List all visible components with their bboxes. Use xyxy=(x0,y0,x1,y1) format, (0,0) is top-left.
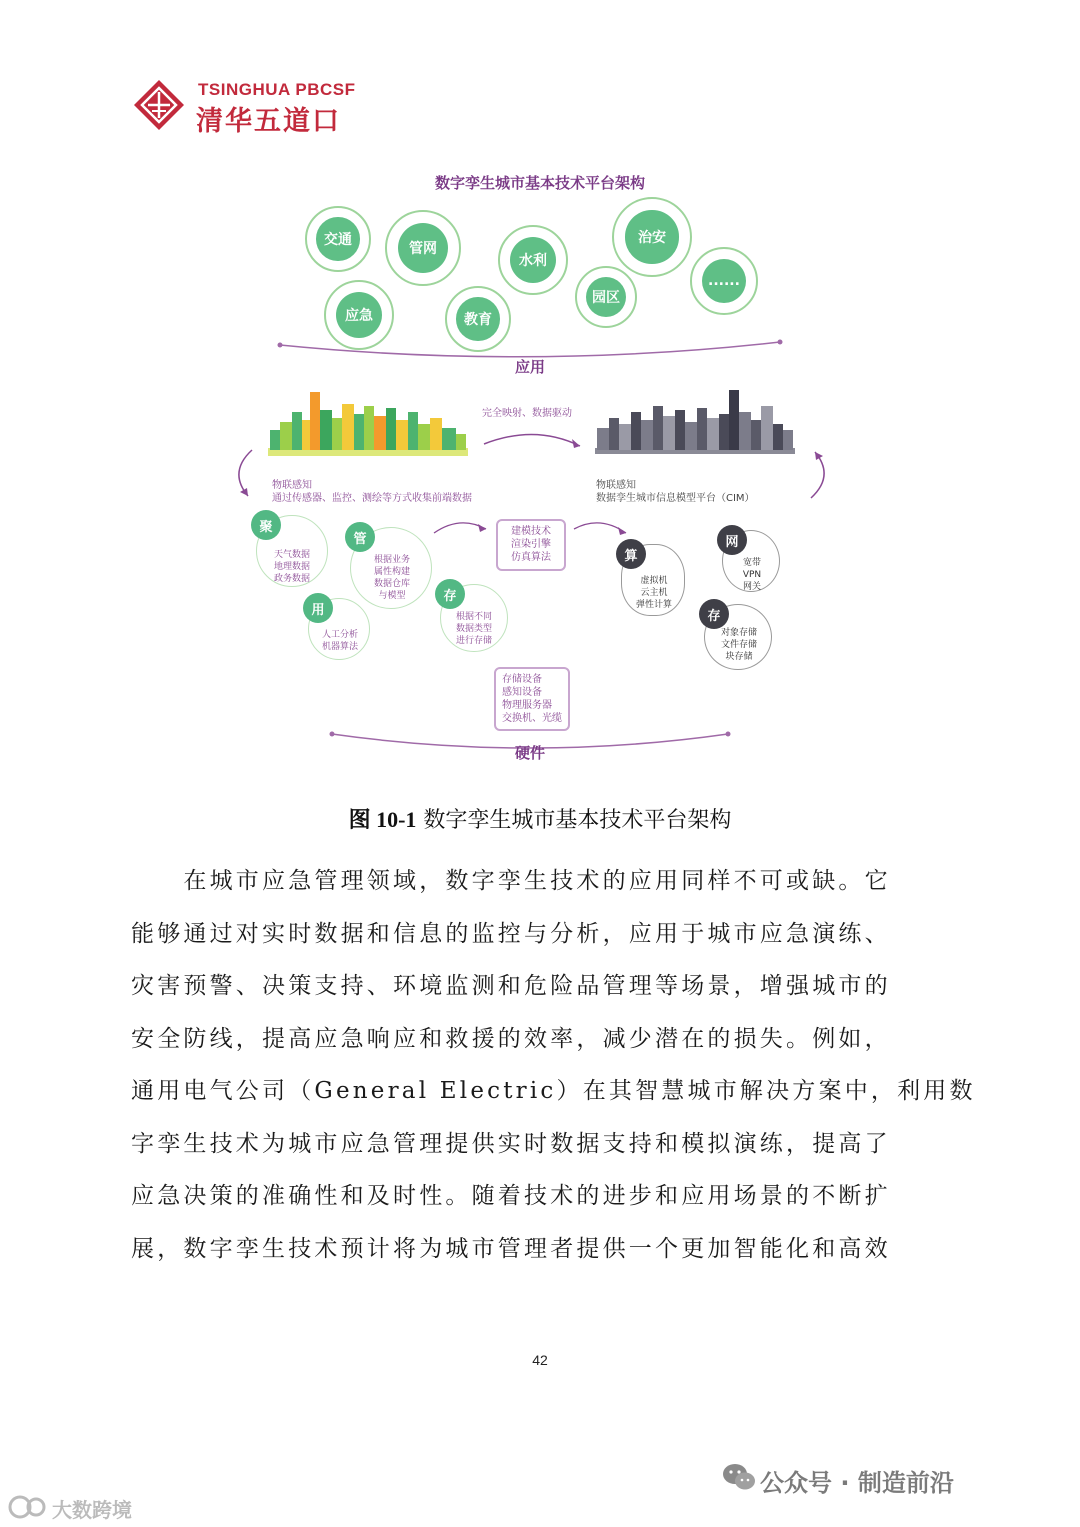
paragraph-line: 能够通过对实时数据和信息的监控与分析，应用于城市应急演练、 xyxy=(131,920,891,947)
node-network xyxy=(722,530,780,592)
app-bubble-label: 园区 xyxy=(586,277,627,318)
box-line: 渲染引擎 xyxy=(511,539,551,550)
node-manage-body xyxy=(359,554,425,602)
digital-city-illustration xyxy=(595,388,795,458)
node-storage-body xyxy=(709,627,769,663)
right-caption-title: 物联感知 xyxy=(596,480,636,491)
box-line: 感知设备 xyxy=(502,687,542,698)
paragraph-line: 展，数字孪生技术预计将为城市管理者提供一个更加智能化和高效 xyxy=(131,1235,891,1262)
node-line: 数据类型 xyxy=(455,624,492,634)
left-caption-title: 物联感知 xyxy=(272,480,312,491)
paragraph-line: 在城市应急管理领域，数字孪生技术的应用同样不可或缺。它 xyxy=(131,868,891,894)
node-line: 网关 xyxy=(742,582,761,592)
app-bubble xyxy=(690,247,758,315)
app-bubble xyxy=(305,206,371,272)
figure-caption-text: 数字孪生城市基本技术平台架构 xyxy=(416,808,732,833)
figure-number: 图 10-1 xyxy=(348,807,417,832)
node-line: 与模型 xyxy=(378,591,406,601)
node-compute-body xyxy=(626,575,682,611)
node-storage-head: 存 xyxy=(699,599,729,629)
app-bubble xyxy=(612,197,692,277)
node-line: 块存储 xyxy=(725,652,753,662)
app-bubble xyxy=(498,225,568,295)
node-line: 政务数据 xyxy=(273,574,310,584)
app-bubble-label: 水利 xyxy=(510,237,556,283)
arrow-to-center-icon xyxy=(430,515,492,539)
paragraph-line: 字孪生技术为城市应急管理提供实时数据支持和模拟演练，提高了 xyxy=(131,1130,891,1157)
node-store-head: 存 xyxy=(435,579,465,609)
left-caption-text: 通过传感器、监控、测绘等方式收集前端数据 xyxy=(272,493,472,504)
figure-caption xyxy=(0,803,1080,834)
mapping-arrow-icon xyxy=(480,424,590,454)
node-line: 根据业务 xyxy=(373,555,410,565)
application-label: 应用 xyxy=(514,358,545,376)
node-line: 宽带 xyxy=(742,558,761,568)
node-line: 云主机 xyxy=(640,588,668,598)
node-manage xyxy=(350,527,432,609)
diagram-title: 数字孪生城市基本技术平台架构 xyxy=(434,174,645,192)
node-store-body xyxy=(445,611,503,647)
node-line: 弹性计算 xyxy=(635,600,672,610)
node-compute-head: 算 xyxy=(616,539,646,569)
right-caption-text: 数据孪生城市信息模型平台（CIM） xyxy=(596,493,755,504)
app-bubble-label: 管网 xyxy=(398,223,448,273)
center-tech-box xyxy=(496,519,566,571)
node-network-body xyxy=(727,557,777,593)
left-caption xyxy=(272,479,532,505)
paragraph-line: 安全防线，提高应急响应和救援的效率，减少潜在的损失。例如， xyxy=(131,1025,891,1052)
logo-chinese: 清华五道口 xyxy=(196,106,341,137)
node-line: VPN xyxy=(742,570,762,580)
node-line: 虚拟机 xyxy=(640,576,668,586)
node-line: 进行存储 xyxy=(455,636,492,646)
node-line: 人工分析 xyxy=(321,630,358,640)
box-line: 存储设备 xyxy=(502,674,542,685)
arrow-from-center-icon xyxy=(570,515,632,539)
node-line: 对象存储 xyxy=(720,628,757,638)
app-bubble-label: 交通 xyxy=(316,217,359,260)
node-line: 数据仓库 xyxy=(373,579,410,589)
node-line: 机器算法 xyxy=(321,642,358,652)
app-bubble xyxy=(385,210,461,286)
app-bubble-label: 治安 xyxy=(625,210,678,263)
box-line: 物理服务器 xyxy=(502,700,552,711)
node-gather xyxy=(256,515,328,587)
app-bubble-label: 应急 xyxy=(336,292,382,338)
box-line: 交换机、光缆 xyxy=(502,713,562,724)
physical-city-illustration xyxy=(268,390,468,460)
paragraph-line: 通用电气公司（General Electric）在其智慧城市解决方案中，利用数 xyxy=(131,1078,976,1104)
node-use xyxy=(308,598,370,660)
node-line: 文件存储 xyxy=(720,640,757,650)
node-network-head: 网 xyxy=(717,525,747,555)
paragraph-line: 应急决策的准确性和及时性。随着技术的进步和应用场景的不断扩 xyxy=(131,1183,891,1209)
node-manage-head: 管 xyxy=(345,522,375,552)
body-paragraph xyxy=(131,855,976,1275)
node-use-body xyxy=(313,629,367,653)
box-line: 仿真算法 xyxy=(511,552,551,563)
node-line: 天气数据 xyxy=(273,550,310,560)
watermark-wechat: 公众号 · 制造前沿 xyxy=(760,1469,954,1497)
app-bubble xyxy=(575,266,637,328)
node-line: 地理数据 xyxy=(273,562,310,572)
app-bubble-label: 教育 xyxy=(456,297,499,340)
tsinghua-logo-icon xyxy=(132,78,186,132)
watermark-logo-icon xyxy=(8,1494,48,1520)
node-line: 根据不同 xyxy=(455,612,492,622)
node-compute xyxy=(621,544,685,616)
node-gather-body xyxy=(261,549,323,585)
wechat-icon xyxy=(722,1462,756,1492)
left-cycle-arrow-icon xyxy=(228,446,258,502)
page-number: 42 xyxy=(532,1352,548,1368)
mapping-label: 完全映射、数据驱动 xyxy=(482,408,572,419)
paragraph-line: 灾害预警、决策支持、环境监测和危险品管理等场景，增强城市的 xyxy=(131,973,891,999)
hardware-label: 硬件 xyxy=(514,744,545,762)
logo-english: TSINGHUA PBCSF xyxy=(198,80,356,99)
watermark-left: 大数跨境 xyxy=(52,1498,132,1522)
node-store xyxy=(440,584,508,652)
right-caption xyxy=(596,479,816,505)
box-line: 建模技术 xyxy=(511,526,551,537)
app-bubble-label: ...... xyxy=(702,259,747,304)
node-use-head: 用 xyxy=(303,593,333,623)
node-gather-head: 聚 xyxy=(251,510,281,540)
node-storage xyxy=(704,604,772,670)
node-line: 属性构建 xyxy=(373,567,410,577)
